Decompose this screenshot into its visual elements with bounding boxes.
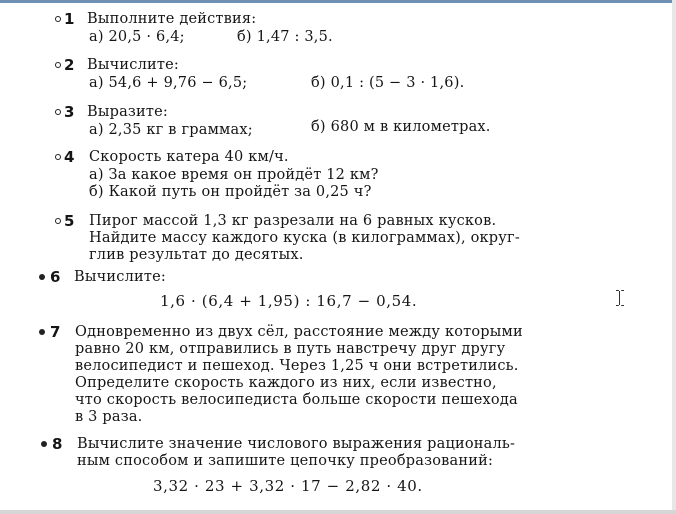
problem-number: 3 [64, 103, 75, 121]
item-a: а) 54,6 + 9,76 − 6,5; [89, 75, 248, 91]
circle-marker-icon [55, 154, 61, 160]
item-b: б) 1,47 : 3,5. [237, 29, 333, 45]
item-b: б) Какой путь он пройдёт за 0,25 ч? [89, 184, 372, 200]
window-bottom-border [0, 510, 676, 514]
problem-text-line: Пирог массой 1,3 кг разрезали на 6 равных кусков. [89, 213, 497, 229]
problem-text: Выполните действия: [87, 11, 257, 27]
problem-text: Вычислите: [74, 269, 166, 285]
problem-text-line: велосипедист и пешеход. Через 1,25 ч они встретились. [75, 358, 519, 374]
math-expression: 1,6 · (6,4 + 1,95) : 16,7 − 0,54. [160, 292, 418, 310]
problem-text-line: что скорость велосипедиста больше скорости пешехода [75, 392, 518, 408]
problem-text-line: в 3 раза. [75, 409, 143, 425]
window-top-border [0, 0, 676, 3]
problem-number: 1 [64, 10, 75, 28]
problem-text-line: Одновременно из двух сёл, расстояние между которыми [75, 324, 523, 340]
text-cursor-icon [616, 290, 624, 306]
problem-text-line: Найдите массу каждого куска (в килограммах), округ- [89, 230, 520, 246]
bullet-dot-icon [41, 441, 47, 447]
window-right-border [672, 0, 676, 514]
bullet-dot-icon [39, 274, 45, 280]
circle-marker-icon [55, 62, 61, 68]
problem-text-line: Вычислите значение числового выражения рациональ- [77, 436, 516, 452]
problem-number: 2 [64, 56, 75, 74]
problem-text-line: глив результат до десятых. [89, 247, 304, 263]
problem-number: 8 [52, 435, 63, 453]
bullet-dot-icon [39, 329, 45, 335]
problem-number: 6 [50, 268, 61, 286]
item-a: а) 20,5 · 6,4; [89, 29, 185, 45]
problem-text: Вычислите: [87, 57, 179, 73]
circle-marker-icon [55, 16, 61, 22]
problem-text: Выразите: [87, 104, 168, 120]
problem-text-line: равно 20 км, отправились в путь навстречу друг другу [75, 341, 506, 357]
item-a: а) За какое время он пройдёт 12 км? [89, 167, 379, 183]
item-a: а) 2,35 кг в граммах; [89, 122, 253, 138]
item-b: б) 680 м в километрах. [311, 119, 491, 135]
problem-number: 7 [50, 323, 61, 341]
circle-marker-icon [55, 109, 61, 115]
problem-text: Скорость катера 40 км/ч. [89, 149, 289, 165]
math-expression: 3,32 · 23 + 3,32 · 17 − 2,82 · 40. [153, 477, 423, 495]
problem-text-line: ным способом и запишите цепочку преобразований: [77, 453, 494, 469]
circle-marker-icon [55, 218, 61, 224]
problem-number: 4 [64, 148, 75, 166]
problem-text-line: Определите скорость каждого из них, если известно, [75, 375, 497, 391]
item-b: б) 0,1 : (5 − 3 · 1,6). [311, 75, 465, 91]
problem-number: 5 [64, 212, 75, 230]
